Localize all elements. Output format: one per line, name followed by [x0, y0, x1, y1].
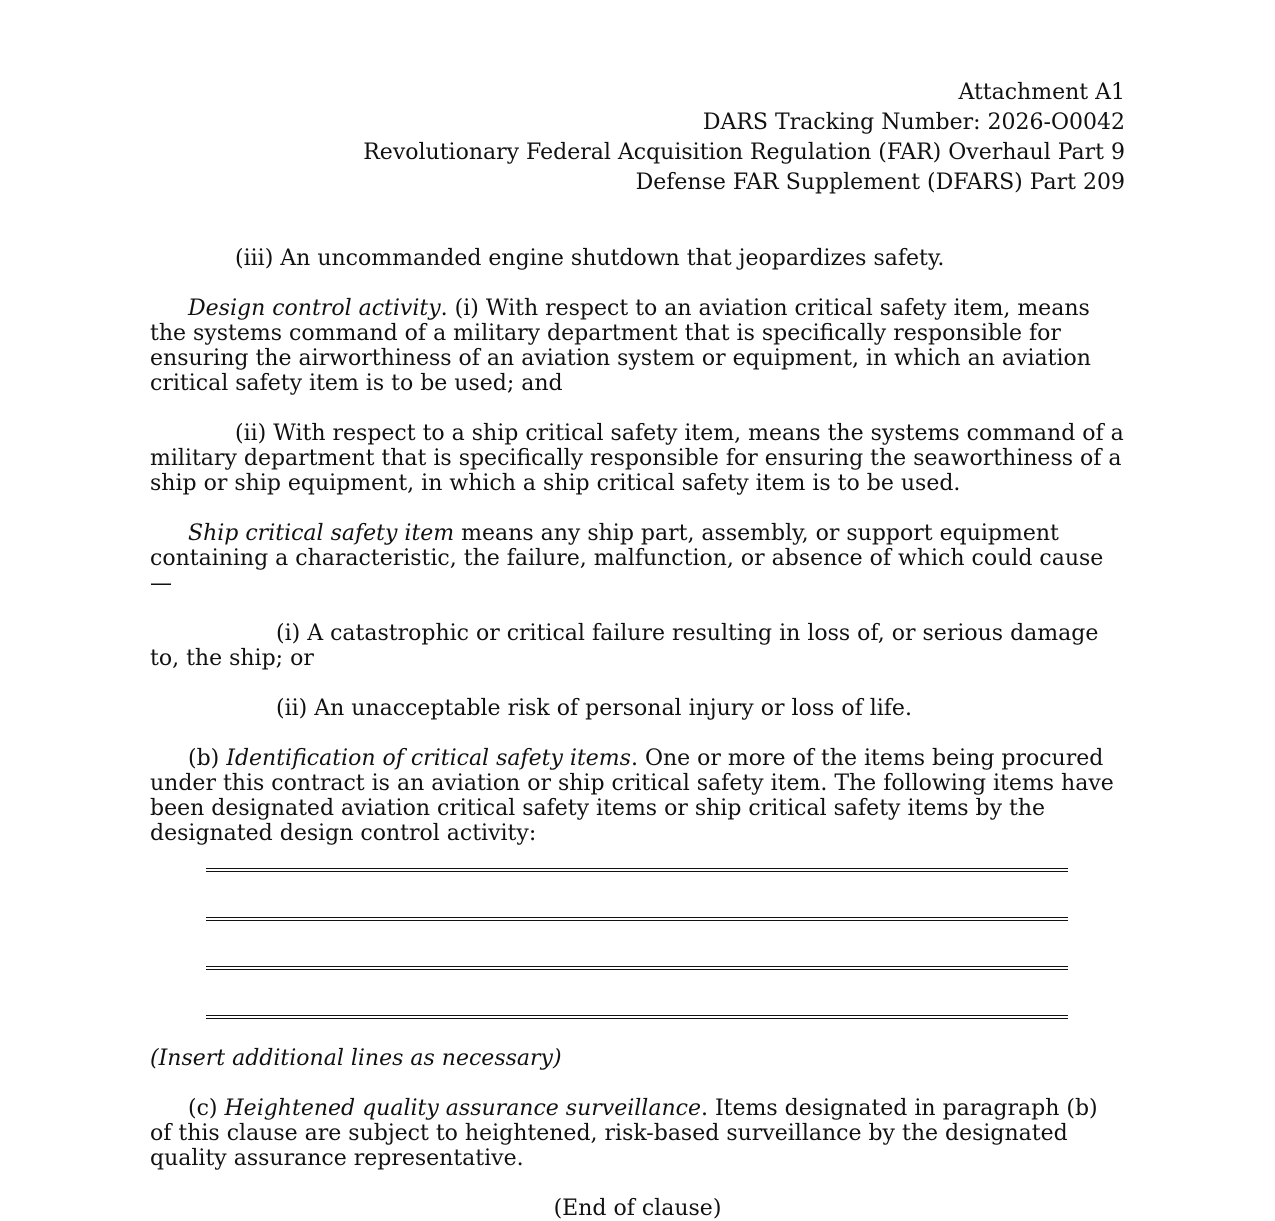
term-ship-critical-safety-item: Ship critical safety item: [188, 521, 455, 546]
design-control-definition: . (i) With respect to an aviation critical safety item, means the systems command of a military department that is specifically responsible for ensuring the airworthiness of an aviation system or equipment, in which an aviation critical safety item is to be used; and: [150, 296, 1091, 396]
term-identification-critical-safety-items: Identification of critical safety items: [226, 746, 631, 771]
item-entry-line[interactable]: [206, 917, 1068, 921]
dfars-part-title: Defense FAR Supplement (DFARS) Part 209: [635, 170, 1125, 195]
document-body: [150, 246, 1125, 1221]
insert-lines-note-text: (Insert additional lines as necessary): [150, 1046, 562, 1071]
paragraph-ii-ship-systems-command: (ii) With respect to a ship critical safety item, means the systems command of a military department that is specifically responsible for ensuring the seaworthiness of a ship or ship equipment, in which a ship critical safety item is to be used.: [150, 421, 1124, 496]
page-header: [363, 78, 1125, 198]
paragraph-ship-critical-safety-item: [150, 521, 1125, 596]
paragraph-b-label: (b): [188, 746, 227, 771]
far-part-title: Revolutionary Federal Acquisition Regulation (FAR) Overhaul Part 9: [363, 140, 1125, 165]
end-of-clause: (End of clause): [553, 1196, 722, 1221]
paragraph-ii-unacceptable-risk: (ii) An unacceptable risk of personal injury or loss of life.: [276, 696, 912, 721]
paragraph-iii-engine-shutdown: (iii) An uncommanded engine shutdown that jeopardizes safety.: [235, 246, 945, 271]
paragraph-i-catastrophic-failure: (i) A catastrophic or critical failure resulting in loss of, or serious damage to, the ship; or: [150, 621, 1099, 671]
paragraph-design-control-activity: [150, 296, 1125, 396]
term-design-control-activity: Design control activity: [188, 296, 441, 321]
item-entry-line[interactable]: [206, 868, 1068, 872]
item-entry-line[interactable]: [206, 966, 1068, 970]
paragraph-b-text: . One or more of the items being procured under this contract is an aviation or ship critical safety item. The following items have been designated aviation critical safety items or ship critical safety items by the designated design control activity:: [150, 746, 1114, 846]
paragraph-c-text: . Items designated in paragraph (b) of this clause are subject to heightened, risk-based surveillance by the designated quality assurance representative.: [150, 1096, 1098, 1171]
insert-lines-note: [150, 1046, 1125, 1071]
term-heightened-qa-surveillance: Heightened quality assurance surveillance: [224, 1096, 701, 1121]
tracking-number: DARS Tracking Number: 2026-O0042: [702, 110, 1125, 135]
attachment-label: Attachment A1: [958, 80, 1125, 105]
paragraph-c-heightened-qa: [150, 1096, 1125, 1171]
paragraph-c-label: (c): [188, 1096, 225, 1121]
item-entry-line[interactable]: [206, 1015, 1068, 1019]
ship-critical-definition: means any ship part, assembly, or support equipment containing a characteristic, the failure, malfunction, or absence of which could cause—: [150, 521, 1104, 596]
item-entry-lines: [150, 868, 1125, 1019]
paragraph-b-identification: [150, 746, 1125, 846]
